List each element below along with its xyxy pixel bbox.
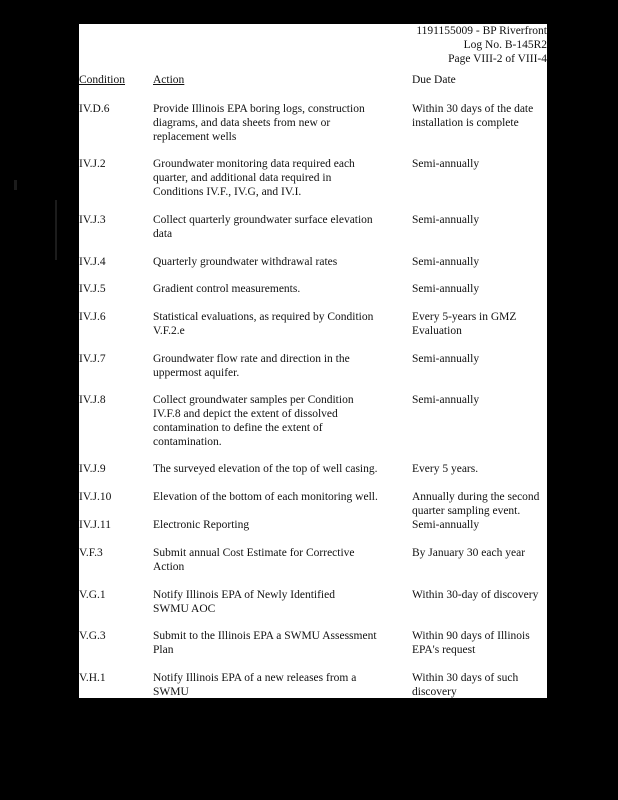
action-cell: Electronic Reporting <box>153 519 250 531</box>
condition-cell: IV.D.6 <box>79 103 110 115</box>
action-cell: Statistical evaluations, as required by Condition V.F.2.e <box>153 311 374 337</box>
due-date-cell: Semi-annually <box>412 394 480 406</box>
due-date-cell: By January 30 each year <box>412 547 526 559</box>
action-cell: Groundwater monitoring data required each quarter, and additional data required in Conditions IV.F., IV.G, and IV.I. <box>153 158 355 198</box>
due-date-cell: Within 30-day of discovery <box>412 589 539 601</box>
action-cell: Submit to the Illinois EPA a SWMU Assessment Plan <box>153 630 377 656</box>
condition-cell: IV.J.6 <box>79 311 106 323</box>
action-cell: Collect groundwater samples per Condition IV.F.8 and depict the extent of dissolved contamination to define the extent of contamination. <box>153 394 354 448</box>
due-date-column-header: Due Date <box>412 74 456 86</box>
due-date-cell: Semi-annually <box>412 158 480 170</box>
action-cell: Notify Illinois EPA of a new releases from a SWMU <box>153 672 357 698</box>
due-date-cell: Within 30 days of such discovery <box>412 672 519 698</box>
action-cell: Provide Illinois EPA boring logs, construction diagrams, and data sheets from new or replacement wells <box>153 103 365 143</box>
condition-cell: V.G.3 <box>79 630 106 642</box>
due-date-cell: Semi-annually <box>412 353 480 365</box>
header-facility: 1191155009 - BP Riverfront <box>416 25 547 37</box>
due-date-cell: Every 5-years in GMZ Evaluation <box>412 311 517 337</box>
condition-cell: IV.J.9 <box>79 463 106 475</box>
due-date-cell: Semi-annually <box>412 214 480 226</box>
action-cell: Groundwater flow rate and direction in the uppermost aquifer. <box>153 353 350 379</box>
due-date-cell: Every 5 years. <box>412 463 479 475</box>
action-cell: Quarterly groundwater withdrawal rates <box>153 256 338 268</box>
document-page <box>79 24 547 698</box>
scan-artifact <box>55 200 57 260</box>
header-log-number: Log No. B-145R2 <box>463 39 547 51</box>
condition-cell: IV.J.3 <box>79 214 106 226</box>
condition-cell: V.H.1 <box>79 672 106 684</box>
column-headers <box>79 74 547 90</box>
due-date-cell: Within 90 days of Illinois EPA's request <box>412 630 530 656</box>
due-date-cell: Within 30 days of the date installation is complete <box>412 103 534 129</box>
condition-cell: IV.J.10 <box>79 491 112 503</box>
header-page-number: Page VIII-2 of VIII-4 <box>448 53 547 65</box>
due-date-cell: Semi-annually <box>412 256 480 268</box>
action-cell: Collect quarterly groundwater surface elevation data <box>153 214 373 240</box>
condition-column-header: Condition <box>79 74 126 86</box>
due-date-cell: Semi-annually <box>412 283 480 295</box>
action-cell: Gradient control measurements. <box>153 283 301 295</box>
condition-cell: IV.J.7 <box>79 353 106 365</box>
due-date-cell: Semi-annually <box>412 519 480 531</box>
condition-cell: IV.J.5 <box>79 283 106 295</box>
condition-cell: V.G.1 <box>79 589 106 601</box>
action-cell: Submit annual Cost Estimate for Corrective Action <box>153 547 355 573</box>
due-date-cell: Annually during the second quarter sampling event. <box>412 491 540 517</box>
action-cell: Notify Illinois EPA of Newly Identified SWMU AOC <box>153 589 335 615</box>
action-column-header: Action <box>153 74 185 86</box>
page-header <box>416 24 547 66</box>
condition-cell: IV.J.8 <box>79 394 106 406</box>
scan-artifact <box>14 180 17 190</box>
condition-cell: IV.J.2 <box>79 158 106 170</box>
condition-cell: V.F.3 <box>79 547 103 559</box>
action-cell: Elevation of the bottom of each monitoring well. <box>153 491 378 503</box>
action-cell: The surveyed elevation of the top of well casing. <box>153 463 378 475</box>
condition-cell: IV.J.4 <box>79 256 106 268</box>
condition-cell: IV.J.11 <box>79 519 111 531</box>
